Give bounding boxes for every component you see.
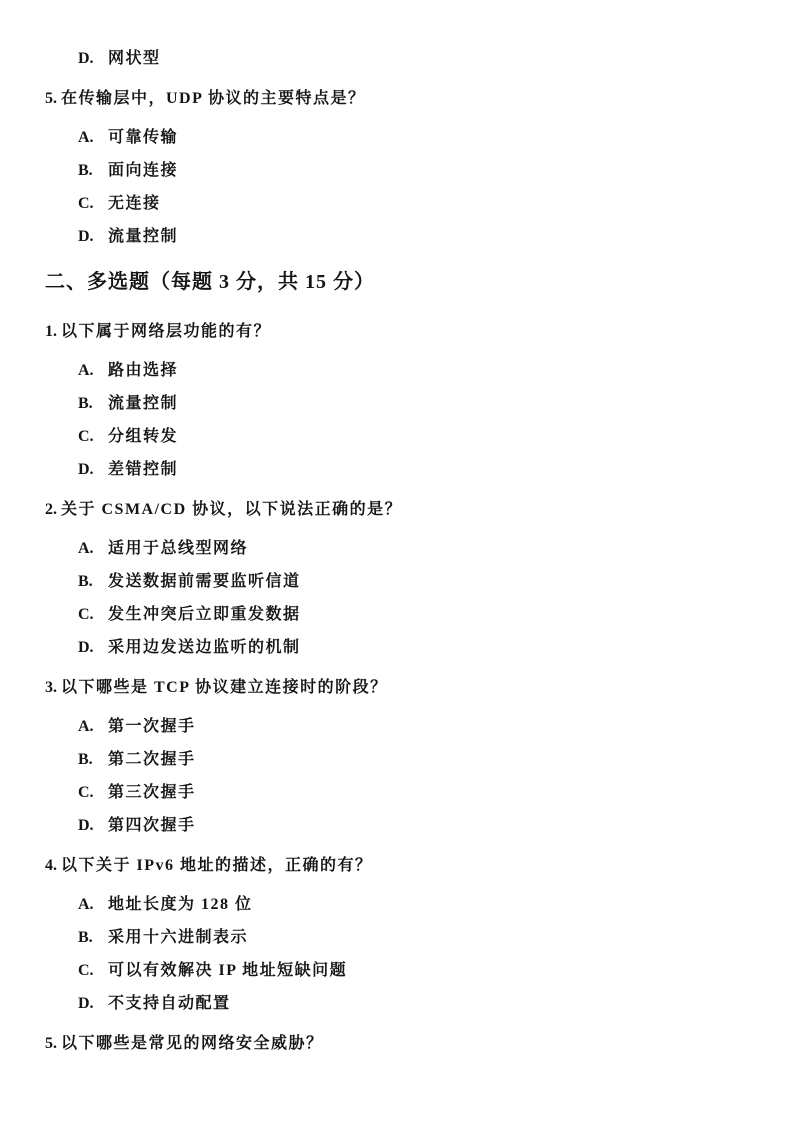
question-number: 2. bbox=[45, 501, 57, 518]
question-number: 5. bbox=[45, 90, 57, 107]
option-row bbox=[78, 572, 743, 592]
option-text: 流量控制 bbox=[108, 228, 179, 245]
option-text: 发送数据前需要监听信道 bbox=[108, 573, 301, 590]
option-text: 可靠传输 bbox=[108, 129, 179, 146]
option-row bbox=[78, 427, 743, 447]
option-row bbox=[78, 361, 743, 381]
question-text bbox=[45, 500, 743, 520]
question-text bbox=[45, 856, 743, 876]
question-text bbox=[45, 322, 743, 342]
question-block bbox=[45, 678, 743, 836]
option-text: 分组转发 bbox=[108, 428, 179, 445]
question-block bbox=[45, 1034, 743, 1054]
question-title: 在传输层中，UDP 协议的主要特点是？ bbox=[61, 90, 366, 107]
option-text: 面向连接 bbox=[108, 162, 179, 179]
option-text: 第四次握手 bbox=[108, 817, 196, 834]
option-text: 不支持自动配置 bbox=[108, 995, 231, 1012]
option-row bbox=[78, 227, 743, 247]
option-row bbox=[78, 605, 743, 625]
option-letter: B. bbox=[78, 573, 93, 590]
question-block bbox=[45, 500, 743, 658]
option-text: 地址长度为 128 位 bbox=[108, 896, 253, 913]
option-row bbox=[78, 194, 743, 214]
option-letter: D. bbox=[78, 817, 94, 834]
previous-question-tail bbox=[45, 49, 743, 247]
option-text: 差错控制 bbox=[108, 461, 179, 478]
option-letter: B. bbox=[78, 395, 93, 412]
option-letter: C. bbox=[78, 428, 94, 445]
option-text: 第三次握手 bbox=[108, 784, 196, 801]
section-header: 二、多选题（每题 3 分，共 15 分） bbox=[45, 271, 375, 293]
option-row bbox=[78, 750, 743, 770]
option-row bbox=[78, 638, 743, 658]
option-text: 采用十六进制表示 bbox=[108, 929, 249, 946]
option-text: 路由选择 bbox=[108, 362, 179, 379]
question-number: 1. bbox=[45, 323, 57, 340]
question-number: 5. bbox=[45, 1035, 57, 1052]
question-block bbox=[45, 322, 743, 480]
option-row bbox=[78, 394, 743, 414]
question-text bbox=[45, 89, 743, 109]
option-text: 网状型 bbox=[108, 50, 161, 67]
question-title: 以下哪些是 TCP 协议建立连接时的阶段？ bbox=[61, 679, 388, 696]
option-text: 第一次握手 bbox=[108, 718, 196, 735]
option-row bbox=[78, 783, 743, 803]
option-letter: A. bbox=[78, 896, 94, 913]
question-title: 以下属于网络层功能的有？ bbox=[61, 323, 272, 340]
option-letter: C. bbox=[78, 962, 94, 979]
option-letter: D. bbox=[78, 995, 94, 1012]
option-letter: A. bbox=[78, 718, 94, 735]
option-letter: C. bbox=[78, 784, 94, 801]
question-title: 关于 CSMA/CD 协议，以下说法正确的是？ bbox=[61, 501, 403, 518]
question-text bbox=[45, 678, 743, 698]
question-block bbox=[45, 89, 743, 247]
multiple-choice-questions bbox=[45, 322, 743, 1054]
question-block bbox=[45, 856, 743, 1014]
option-row bbox=[78, 460, 743, 480]
option-row bbox=[78, 717, 743, 737]
option-letter: B. bbox=[78, 162, 93, 179]
option-letter: B. bbox=[78, 751, 93, 768]
question-number: 3. bbox=[45, 679, 57, 696]
option-text: 可以有效解决 IP 地址短缺问题 bbox=[108, 962, 348, 979]
option-letter: D. bbox=[78, 461, 94, 478]
option-text: 适用于总线型网络 bbox=[108, 540, 249, 557]
option-row bbox=[78, 961, 743, 981]
option-letter: C. bbox=[78, 195, 94, 212]
option-row bbox=[78, 895, 743, 915]
option-row bbox=[78, 928, 743, 948]
option-text: 第二次握手 bbox=[108, 751, 196, 768]
question-text bbox=[45, 1034, 743, 1054]
option-text: 采用边发送边监听的机制 bbox=[108, 639, 301, 656]
option-letter: D. bbox=[78, 50, 94, 67]
question-number: 4. bbox=[45, 857, 57, 874]
option-row bbox=[78, 994, 743, 1014]
option-letter: D. bbox=[78, 639, 94, 656]
option-text: 无连接 bbox=[108, 195, 161, 212]
option-letter: C. bbox=[78, 606, 94, 623]
option-row bbox=[78, 128, 743, 148]
question-title: 以下关于 IPv6 地址的描述，正确的有？ bbox=[61, 857, 373, 874]
option-letter: A. bbox=[78, 540, 94, 557]
option-letter: A. bbox=[78, 362, 94, 379]
option-text: 流量控制 bbox=[108, 395, 179, 412]
option-row bbox=[78, 161, 743, 181]
option-row bbox=[78, 49, 743, 69]
option-row bbox=[78, 539, 743, 559]
option-row bbox=[78, 816, 743, 836]
option-letter: B. bbox=[78, 929, 93, 946]
option-letter: A. bbox=[78, 129, 94, 146]
option-text: 发生冲突后立即重发数据 bbox=[108, 606, 301, 623]
question-title: 以下哪些是常见的网络安全威胁？ bbox=[61, 1035, 324, 1052]
option-letter: D. bbox=[78, 228, 94, 245]
